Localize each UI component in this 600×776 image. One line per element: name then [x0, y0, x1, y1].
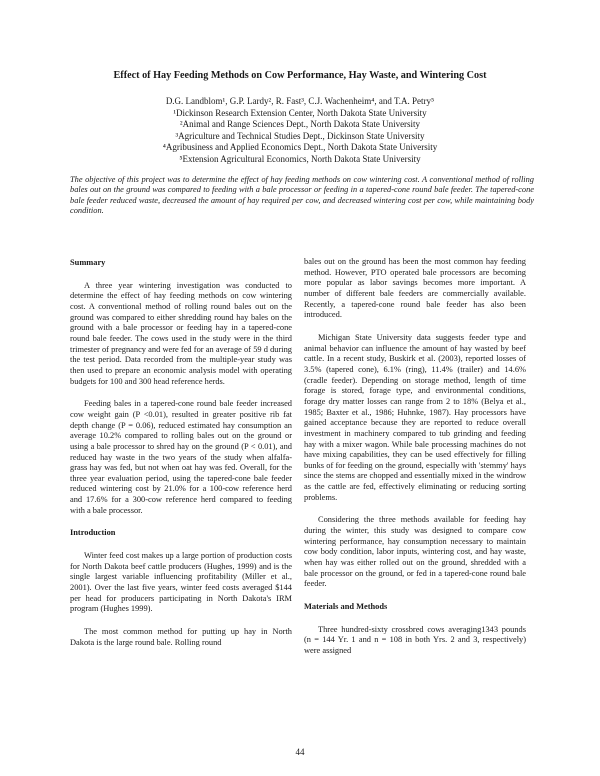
author-block	[60, 96, 540, 166]
page-number: 44	[295, 747, 305, 757]
introduction-paragraph-1: Winter feed cost makes up a large portion of production costs for North Dakota beef cattle producers (Hughes, 1999) and is the single largest variable influencing profitability (Miller et al., 2001). Over the last five years, winter feed costs averaged $144 per head for producers participating in North Dakota's IRM program (Hughes 1999).	[70, 551, 292, 614]
msu-data-paragraph: Michigan State University data suggests feeder type and animal behavior can influence the amount of hay wasted by beef cattle. In a recent study, Buskirk et al. (2003), reported losses of 3.5% (tapered cone), 6.1% (ring), 11.4% (trailer) and 14.6% (cradle feeder). Depending on storage method, length of time forage is stored, forage type, and environmental conditions, forage dry matter losses can range from 2 to 18% (Belya et al., 1985; Baxter et al., 1986; Huhnke, 1987). Hay processors have gained acceptance because they are reported to reduce overall investment in machinery compared to tub grinding and feeding hay with a mixer wagon. While bale processing machines do not have mixing capabilities, they can be used effectively for filling bunks of for feeding on the ground, especially with 'stemmy' hays since the stems are chopped and essentially mixed in the windrow as the cattle are fed, effectively eliminating or reducing sorting problems.	[304, 332, 526, 502]
affiliation-4: ⁴Agribusiness and Applied Economics Dept., North Dakota State University	[162, 142, 438, 153]
methods-paragraph-1: Three hundred-sixty crossbred cows averaging1343 pounds (n = 144 Yr. 1 and n = 108 in both Yrs. 2 and 3, respectively) were assigned	[304, 624, 526, 655]
abstract: The objective of this project was to determine the effect of hay feeding methods on cow wintering cost. A conventional method of rolling bales out on the ground was compared to feeding with a bale processor or feeding in a tapered-cone round bale feeder. The tapered-cone bale feeder reduced waste, decreased the amount of hay required per cow, and decreased wintering cost per cow, while maintaining body condition.	[70, 175, 534, 216]
paper-title: Effect of Hay Feeding Methods on Cow Performance, Hay Waste, and Wintering Cost	[113, 70, 487, 81]
introduction-paragraph-2: The most common method for putting up hay in North Dakota is the large round bale. Rolling round	[70, 627, 292, 647]
intro-continued-paragraph: bales out on the ground has been the most common hay feeding method. However, PTO operated bale processors are becoming more popular as labor savings becomes more important. A number of different bale feeders are commercially available. Recently, a tapered-cone round bale feeder has also been introduced.	[304, 257, 526, 320]
affiliation-2: ²Animal and Range Sciences Dept., North Dakota State University	[179, 119, 421, 130]
introduction-heading: Introduction	[70, 528, 116, 538]
author-names: D.G. Landblom¹, G.P. Lardy², R. Fast³, C.J. Wachenheim⁴, and T.A. Petry⁵	[165, 96, 435, 106]
study-design-paragraph: Considering the three methods available for feeding hay during the winter, this study was designed to compare cow wintering performance, hay consumption necessary to maintain cow body condition, labor inputs, wintering cost, and hay waste, when hay was either rolled out on the ground, shredded with a bale processor on the ground, or fed in a tapered-cone round bale feeder.	[304, 515, 526, 589]
affiliation-5: ⁵Extension Agricultural Economics, North Dakota State University	[179, 153, 421, 164]
summary-paragraph-1: A three year wintering investigation was conducted to determine the effect of hay feeding methods on cow wintering cost. A conventional method of rolling round bales out on the ground was compared to either shredding round hay bales on the ground with a bale processor or feeding hay in a tapered-cone round bale feeder. The cows used in the study were in the third trimester of pregnancy and were fed for an average of 59 d during the test period. Data recorded from the multiple-year study was then used to prepare an economic analysis model with operating budgets for 100 and 300 head reference herds.	[70, 280, 292, 386]
summary-heading: Summary	[70, 258, 106, 267]
left-column	[70, 258, 292, 660]
affiliation-3: ³Agriculture and Technical Studies Dept., Dickinson State University	[175, 130, 425, 141]
right-column	[304, 257, 526, 669]
affiliation-1: ¹Dickinson Research Extension Center, North Dakota State University	[173, 107, 427, 118]
summary-paragraph-2: Feeding bales in a tapered-cone round bale feeder increased cow weight gain (P <0.01), resulted in greater positive rib fat depth change (P = 0.06), reduced estimated hay consumption an average 10.2% compared to rolling bales out on the ground or using a bale processor to shred hay on the ground (P < 0.01), and reduced hay waste in the two years of the study when alfalfa-grass hay was fed, but not when oat hay was fed. Overall, for the three year evaluation period, using the tapered-cone bale feeder reduced wintering cost by 21.0% for a 100-cow reference herd and 17.6% for a 300-cow reference herd compared to feeding with a bale processor.	[70, 399, 292, 515]
methods-heading: Materials and Methods	[304, 602, 388, 612]
